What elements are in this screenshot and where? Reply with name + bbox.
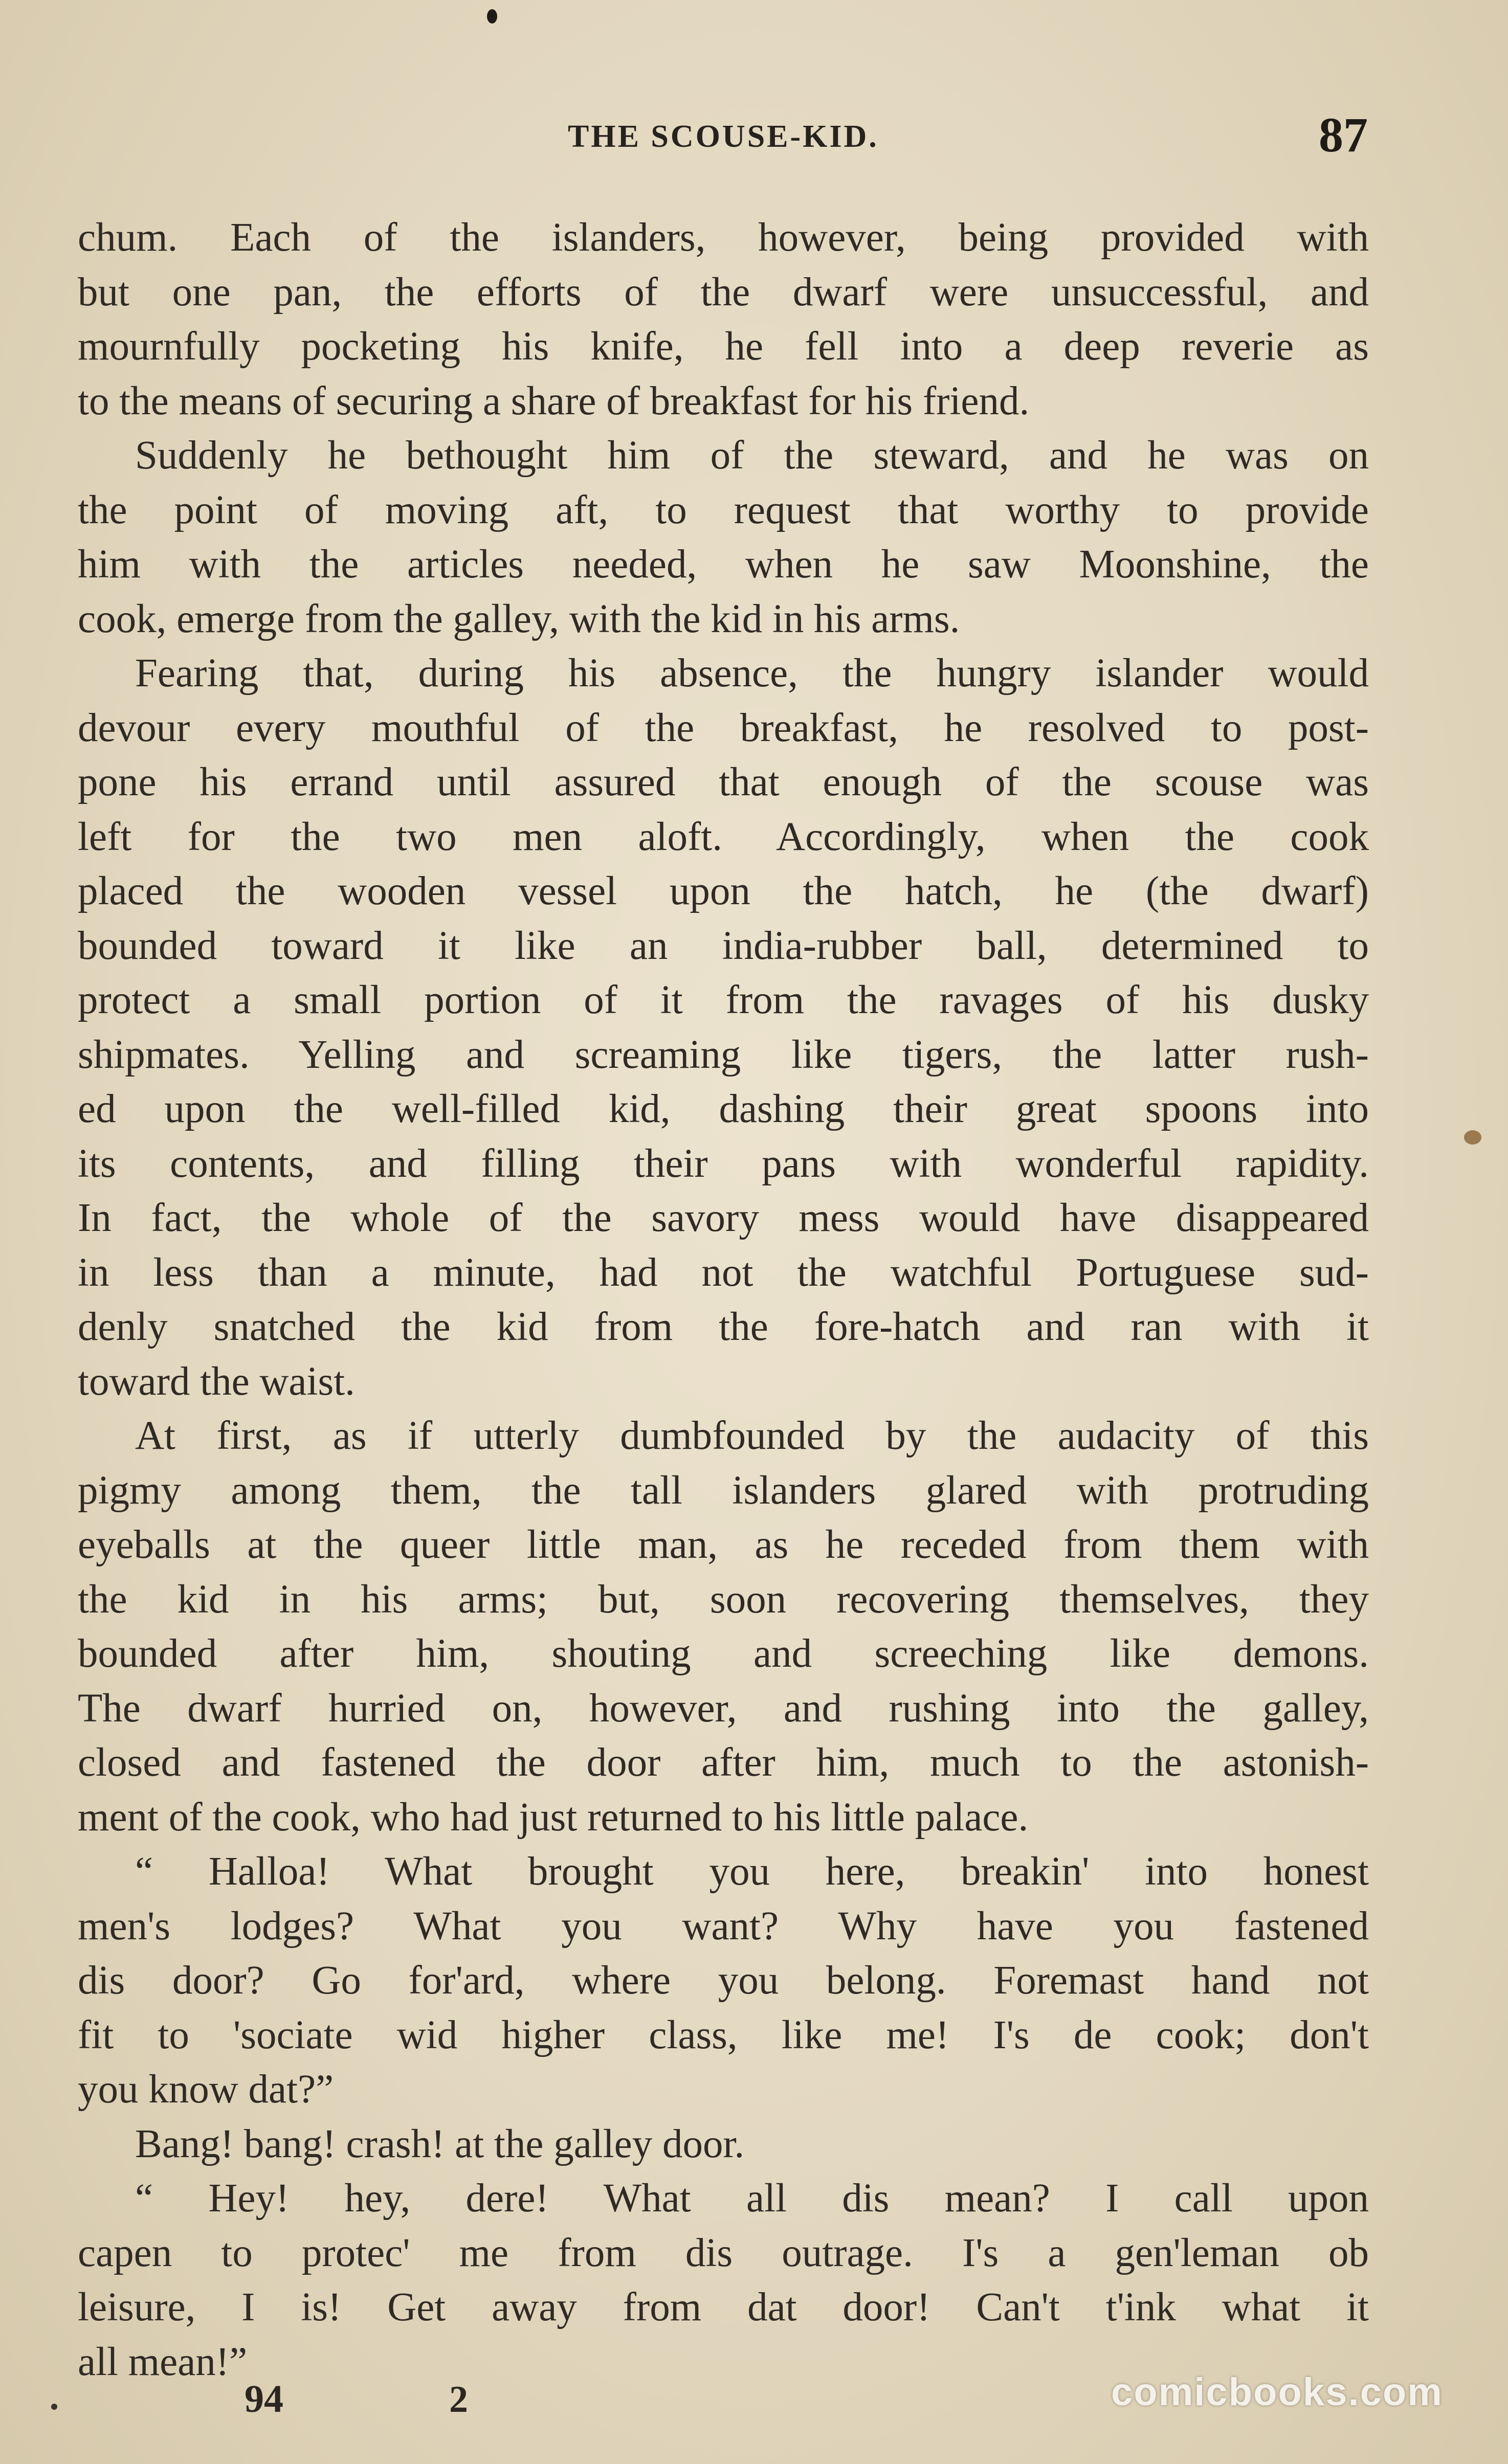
- text-line: left for the two men aloft. Accordingly, when the cook: [78, 814, 1369, 859]
- text-line: to the means of securing a share of breakfast for his friend.: [78, 378, 1030, 423]
- text-line: bounded toward it like an india-rubber ball, determined to: [78, 923, 1369, 968]
- text-line: fit to 'sociate wid higher class, like me! I's de cook; don't: [78, 2012, 1369, 2057]
- text-line: shipmates. Yelling and screaming like tigers, the latter rush-: [78, 1032, 1369, 1077]
- text-line: placed the wooden vessel upon the hatch, he (the dwarf): [78, 869, 1369, 913]
- text-line: chum. Each of the islanders, however, being provided with: [78, 215, 1369, 260]
- text-line: the kid in his arms; but, soon recovering themselves, they: [78, 1577, 1369, 1622]
- text-line: Suddenly he bethought him of the steward, and he was on: [135, 433, 1369, 478]
- text-line: bounded after him, shouting and screeching like demons.: [78, 1631, 1369, 1676]
- text-line: eyeballs at the queer little man, as he receded from them with: [78, 1522, 1369, 1567]
- text-line: mournfully pocketing his knife, he fell into a deep reverie as: [78, 324, 1369, 369]
- text-line: cook, emerge from the galley, with the kid in his arms.: [78, 596, 960, 641]
- text-line: Bang! bang! crash! at the galley door.: [135, 2121, 745, 2166]
- text-line: capen to protec' me from dis outrage. I's a gen'leman ob: [78, 2230, 1369, 2275]
- text-line: the point of moving aft, to request that worthy to provide: [78, 487, 1369, 532]
- text-line: At first, as if utterly dumbfounded by the audacity of this: [135, 1414, 1369, 1458]
- text-line: The dwarf hurried on, however, and rushing into the galley,: [78, 1686, 1369, 1731]
- text-line: Fearing that, during his absence, the hungry islander would: [135, 651, 1369, 696]
- text-line: all mean!”: [78, 2339, 248, 2384]
- text-line: in less than a minute, had not the watchful Portuguese sud-: [78, 1250, 1369, 1295]
- text-line: but one pan, the efforts of the dwarf were unsuccessful, and: [78, 270, 1369, 315]
- ink-speck: [51, 2404, 57, 2410]
- text-line: ment of the cook, who had just returned to his little palace.: [78, 1795, 1029, 1840]
- text-line: devour every mouthful of the breakfast, he resolved to post-: [78, 705, 1369, 750]
- signature-mark: 94: [245, 2378, 283, 2421]
- text-line: denly snatched the kid from the fore-hatch and ran with it: [78, 1305, 1369, 1349]
- page-number: 87: [1319, 107, 1368, 162]
- text-line: its contents, and filling their pans with wonderful rapidity.: [78, 1141, 1369, 1186]
- text-line: toward the waist.: [78, 1359, 355, 1404]
- text-line: men's lodges? What you want? Why have you fastened: [78, 1903, 1369, 1948]
- running-title: THE SCOUSE-KID.: [568, 119, 879, 154]
- text-line: you know dat?”: [78, 2067, 334, 2112]
- text-line: pigmy among them, the tall islanders glared with protruding: [78, 1468, 1369, 1513]
- ink-speck: [1464, 1130, 1481, 1145]
- signature-number: 2: [449, 2379, 468, 2421]
- text-line: closed and fastened the door after him, much to the astonish-: [78, 1740, 1369, 1785]
- ink-speck: [487, 9, 497, 24]
- text-line: “ Halloa! What brought you here, breakin' into honest: [135, 1849, 1369, 1894]
- text-line: him with the articles needed, when he saw Moonshine, the: [78, 542, 1369, 587]
- body-text: [78, 211, 1369, 2389]
- text-line: dis door? Go for'ard, where you belong. Foremast hand not: [78, 1958, 1369, 2003]
- text-line: leisure, I is! Get away from dat door! Can't t'ink what it: [78, 2285, 1369, 2329]
- text-line: “ Hey! hey, dere! What all dis mean? I call upon: [135, 2176, 1369, 2221]
- text-line: In fact, the whole of the savory mess would have disappeared: [78, 1196, 1369, 1240]
- text-line: protect a small portion of it from the ravages of his dusky: [78, 978, 1369, 1022]
- text-line: pone his errand until assured that enough of the scouse was: [78, 760, 1369, 804]
- watermark: comicbooks.com: [1111, 2370, 1443, 2414]
- text-line: ed upon the well-filled kid, dashing their great spoons into: [78, 1087, 1369, 1131]
